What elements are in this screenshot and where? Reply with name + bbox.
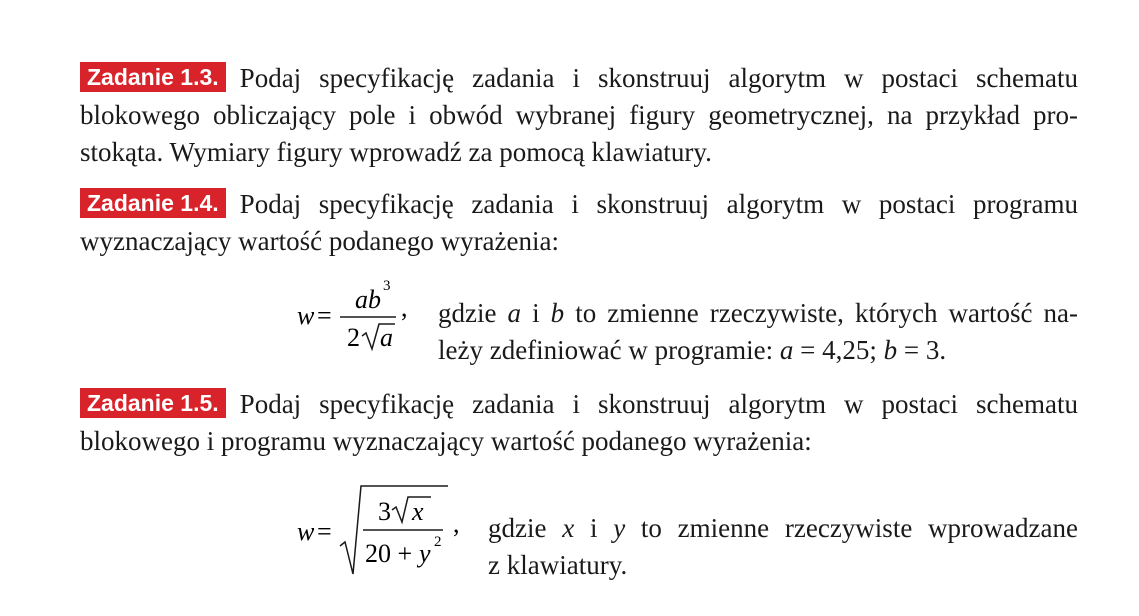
task-1-5-note-line-2: z klawiatury. [488,550,628,580]
task-1-5-line-1 [80,388,1078,420]
task-1-3-line-1 [80,62,1078,94]
task-1-4-line-1 [80,188,1078,220]
task-1-4-note-line-1: gdzie a i b to zmienne rzeczywiste, których wartość na- [438,298,1078,328]
formula-numerator-radicand: x [412,497,424,526]
task-1-3-line-3: stokąta. Wymiary figury wprowadź za pomocą klawiatury. [80,137,712,167]
formula-denominator-var: y [419,539,431,568]
task-1-3-line-2: blokowego obliczający pole i obwód wybranej figury geometrycznej, na przykład pro- [80,100,1078,130]
formula-lhs-eq: = [317,517,332,546]
formula-numerator-exp: 3 [383,278,391,294]
formula-lhs-eq: = [317,301,332,330]
task-1-5-text-1: Podaj specyfikację zadania i skonstruuj algorytm w postaci schematu [239,389,1078,419]
formula-trailing-comma: , [401,293,408,322]
task-1-5-line-2: blokowego i programu wyznaczający wartość podanego wyrażenia: [80,426,812,456]
task-1-4-line-2: wyznaczający wartość podanego wyrażenia: [80,226,559,256]
formula-numerator: ab [355,285,381,314]
formula-denominator-coef: 2 [347,323,360,352]
task-1-4-badge: Zadanie 1.4. [80,188,226,218]
task-1-5-formula [295,482,475,578]
formula-trailing-comma: , [453,509,460,538]
task-1-5-note-line-1: gdzie x i y to zmienne rzeczywiste wprowadzane [488,513,1078,543]
formula-lhs-var: w [297,301,315,330]
formula-denominator-radicand: a [380,323,393,352]
task-1-4-note-line-2: leży zdefiniować w programie: a = 4,25; b = 3. [438,335,947,365]
task-1-5-badge: Zadanie 1.5. [80,388,226,418]
formula-numerator-coef: 3 [378,497,391,526]
task-1-4-formula [295,276,425,360]
formula-denominator-exp: 2 [434,534,442,550]
task-1-4-text-1: Podaj specyfikację zadania i skonstruuj algorytm w postaci programu [239,189,1078,219]
task-1-3-badge: Zadanie 1.3. [80,62,226,92]
formula-lhs-var: w [297,517,315,546]
task-1-3-text-1: Podaj specyfikację zadania i skonstruuj algorytm w postaci schematu [239,63,1078,93]
formula-denominator-const: 20 + [365,539,413,568]
